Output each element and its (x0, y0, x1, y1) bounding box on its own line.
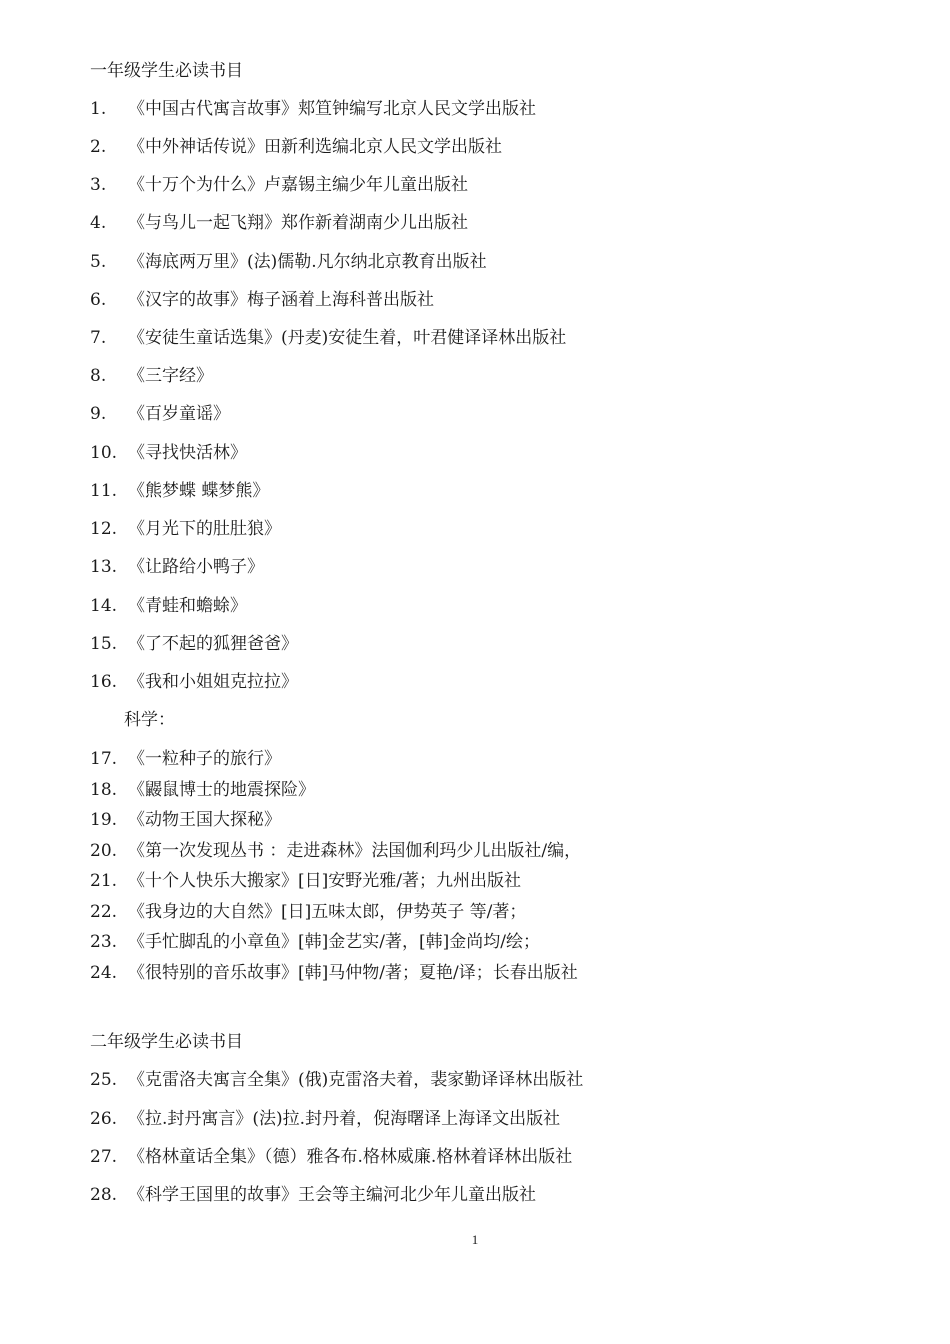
item-text: 《海底两万里》(法)儒勒.凡尔纳北京教育出版社 (128, 252, 487, 272)
item-number: 7. (90, 328, 107, 348)
item-text: 《一粒种子的旅行》 (128, 749, 281, 769)
section-heading-grade2: 二年级学生必读书目 (90, 1032, 243, 1052)
item-text: 《了不起的狐狸爸爸》 (128, 634, 298, 654)
list-item (90, 442, 247, 464)
list-item (90, 779, 315, 801)
item-text: 《很特别的音乐故事》[韩]马仲物/著；夏艳/译；长春出版社 (128, 963, 578, 983)
list-item (90, 251, 487, 273)
list-item (90, 809, 281, 831)
item-text: 《第一次发现丛书 ：走进森林》法国伽利玛少儿出版社/编， (128, 841, 582, 861)
item-number: 17. (90, 749, 118, 769)
item-number: 14. (90, 596, 118, 616)
list-item (90, 840, 581, 862)
item-number: 27. (90, 1147, 118, 1167)
item-text: 《手忙脚乱的小章鱼》[韩]金艺实/著，[韩]金尚均/绘； (128, 932, 540, 952)
item-text: 《汉字的故事》梅子涵着上海科普出版社 (128, 290, 434, 310)
item-number: 18. (90, 780, 118, 800)
list-item (90, 174, 468, 196)
item-number: 4. (90, 213, 107, 233)
list-item (90, 212, 468, 234)
list-item (90, 403, 230, 425)
item-text: 《拉.封丹寓言》(法)拉.封丹着，倪海曙译上海译文出版社 (128, 1109, 561, 1129)
item-number: 5. (90, 252, 107, 272)
item-text: 《与鸟儿一起飞翔》郑作新着湖南少儿出版社 (128, 213, 468, 233)
item-text: 《中外神话传说》田新利选编北京人民文学出版社 (128, 137, 502, 157)
item-text: 《熊梦蝶 蝶梦熊》 (128, 481, 270, 501)
item-text: 《鼹鼠博士的地震探险》 (128, 780, 315, 800)
item-text: 《安徒生童话选集》(丹麦)安徒生着，叶君健译译林出版社 (128, 328, 567, 348)
item-number: 25. (90, 1070, 118, 1090)
list-item (90, 901, 526, 923)
item-number: 1. (90, 99, 107, 119)
page-number: 1 (471, 1232, 479, 1247)
item-text: 《十个人快乐大搬家》[日]安野光雅/著；九州出版社 (128, 871, 521, 891)
list-item (90, 931, 540, 953)
item-number: 3. (90, 175, 107, 195)
item-text: 《动物王国大探秘》 (128, 810, 281, 830)
list-item (90, 870, 521, 892)
list-item (90, 748, 281, 770)
item-text: 《青蛙和蟾蜍》 (128, 596, 247, 616)
list-item (90, 1184, 536, 1206)
list-item (90, 633, 298, 655)
list-item (90, 595, 247, 617)
list-item (90, 98, 536, 120)
list-item (90, 365, 213, 387)
item-text: 《格林童话全集》（德）雅各布.格林威廉.格林着译林出版社 (128, 1147, 573, 1167)
item-number: 9. (90, 404, 107, 424)
list-item (90, 1146, 572, 1168)
item-text: 《寻找快活林》 (128, 443, 247, 463)
section-heading-grade1: 一年级学生必读书目 (90, 61, 243, 81)
item-number: 19. (90, 810, 118, 830)
list-item (90, 1108, 560, 1130)
item-number: 21. (90, 871, 118, 891)
item-number: 22. (90, 902, 118, 922)
list-item (90, 556, 264, 578)
item-number: 26. (90, 1109, 118, 1129)
section-heading-science: 科学： (124, 710, 175, 730)
item-number: 13. (90, 557, 118, 577)
item-number: 23. (90, 932, 118, 952)
item-number: 2. (90, 137, 107, 157)
list-item (90, 962, 578, 984)
list-item (90, 518, 281, 540)
item-number: 28. (90, 1185, 118, 1205)
item-text: 《科学王国里的故事》王会等主编河北少年儿童出版社 (128, 1185, 536, 1205)
item-number: 20. (90, 841, 118, 861)
item-number: 24. (90, 963, 118, 983)
item-number: 6. (90, 290, 107, 310)
item-text: 《三字经》 (128, 366, 213, 386)
list-item (90, 136, 502, 158)
item-text: 《中国古代寓言故事》郏笪钟编写北京人民文学出版社 (128, 99, 536, 119)
item-text: 《克雷洛夫寓言全集》(俄)克雷洛夫着，裴家勤译译林出版社 (128, 1070, 584, 1090)
list-item (90, 480, 269, 502)
item-number: 16. (90, 672, 118, 692)
list-item (90, 671, 298, 693)
item-text: 《月光下的肚肚狼》 (128, 519, 281, 539)
list-item (90, 289, 434, 311)
item-text: 《让路给小鸭子》 (128, 557, 264, 577)
item-number: 15. (90, 634, 118, 654)
item-number: 8. (90, 366, 107, 386)
item-text: 《我身边的大自然》[日]五味太郎，伊势英子 等/著； (128, 902, 527, 922)
item-text: 《十万个为什么》卢嘉锡主编少年儿童出版社 (128, 175, 468, 195)
item-text: 《我和小姐姐克拉拉》 (128, 672, 298, 692)
item-text: 《百岁童谣》 (128, 404, 230, 424)
list-item (90, 327, 566, 349)
list-item (90, 1069, 583, 1091)
item-number: 11. (90, 481, 118, 501)
item-number: 12. (90, 519, 118, 539)
item-number: 10. (90, 443, 118, 463)
